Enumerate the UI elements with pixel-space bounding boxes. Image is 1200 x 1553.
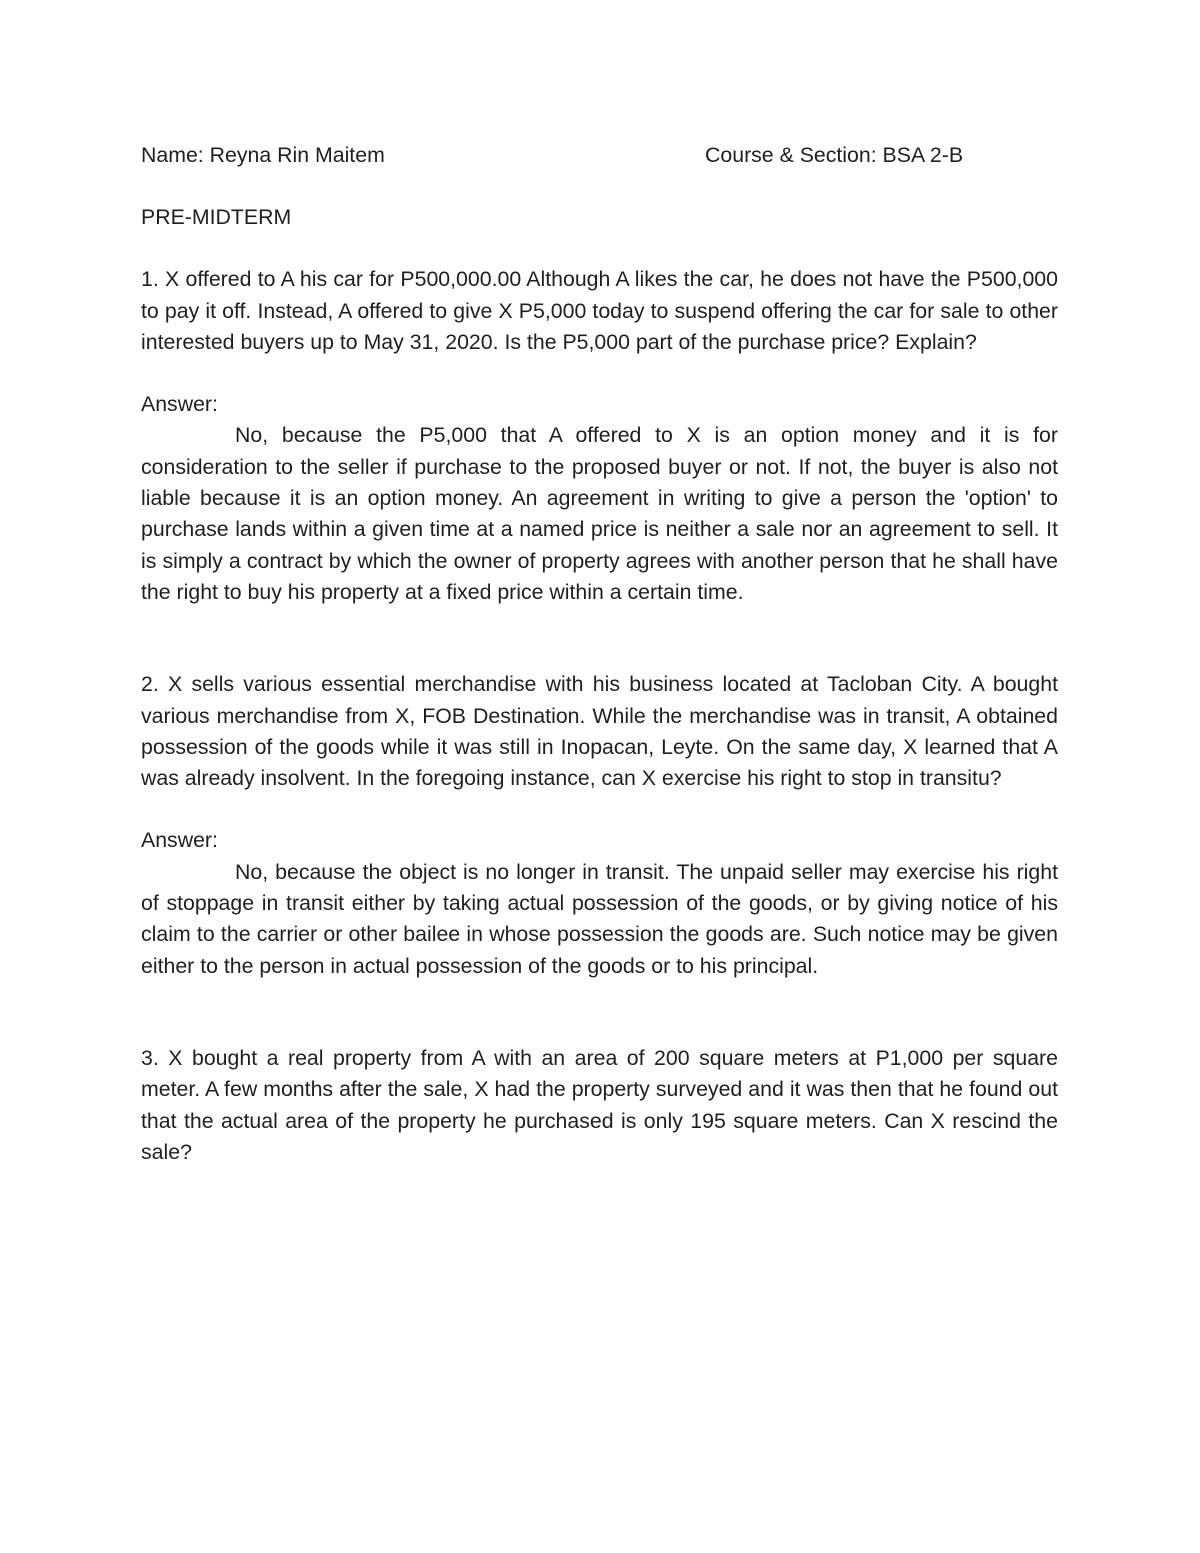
header-row xyxy=(141,140,1058,171)
answer-label-2: Answer: xyxy=(141,828,218,853)
exam-title: PRE-MIDTERM xyxy=(141,205,292,229)
answer-label-1: Answer: xyxy=(141,392,218,417)
question-1: 1. X offered to A his car for P500,000.00 Although A likes the car, he does not have the P500,000 to pay it off. Instead, A offered to give X P5,000 today to suspend offering the car for sale to other interested buyers up to May 31, 2020. Is the P5,000 part of the purchase price? Explain? xyxy=(141,267,1058,354)
answer-2: No, because the object is no longer in transit. The unpaid seller may exercise his right of stoppage in transit either by taking actual possession of the goods, or by giving notice of his claim to the carrier or other bailee in whose possession the goods are. Such notice may be given either to the person in actual possession of the goods or to his principal. xyxy=(141,859,1058,978)
question-3: 3. X bought a real property from A with an area of 200 square meters at P1,000 per square meter. A few months after the sale, X had the property surveyed and it was then that he found out that the actual area of the property he purchased is only 195 square meters. Can X rescind the sale? xyxy=(141,1045,1058,1164)
document-page xyxy=(141,140,1058,1168)
course-section: Course & Section: BSA 2-B xyxy=(705,143,964,167)
question-2: 2. X sells various essential merchandise with his business located at Tacloban City. A bought various merchandise from X, FOB Destination. While the merchandise was in transit, A obtained possession of the goods while it was still in Inopacan, Leyte. On the same day, X learned that A was already insolvent. In the foregoing instance, can X exercise his right to stop in transitu? xyxy=(141,672,1058,791)
student-name: Name: Reyna Rin Maitem xyxy=(141,143,385,167)
answer-1: No, because the P5,000 that A offered to X is an option money and it is for consideration to the seller if purchase to the proposed buyer or not. If not, the buyer is also not liable because it is an option money. An agreement in writing to give a person the 'option' to purchase lands within a given time at a named price is neither a sale nor an agreement to sell. It is simply a contract by which the owner of property agrees with another person that he shall have the right to buy his property at a fixed price within a certain time. xyxy=(141,423,1058,604)
